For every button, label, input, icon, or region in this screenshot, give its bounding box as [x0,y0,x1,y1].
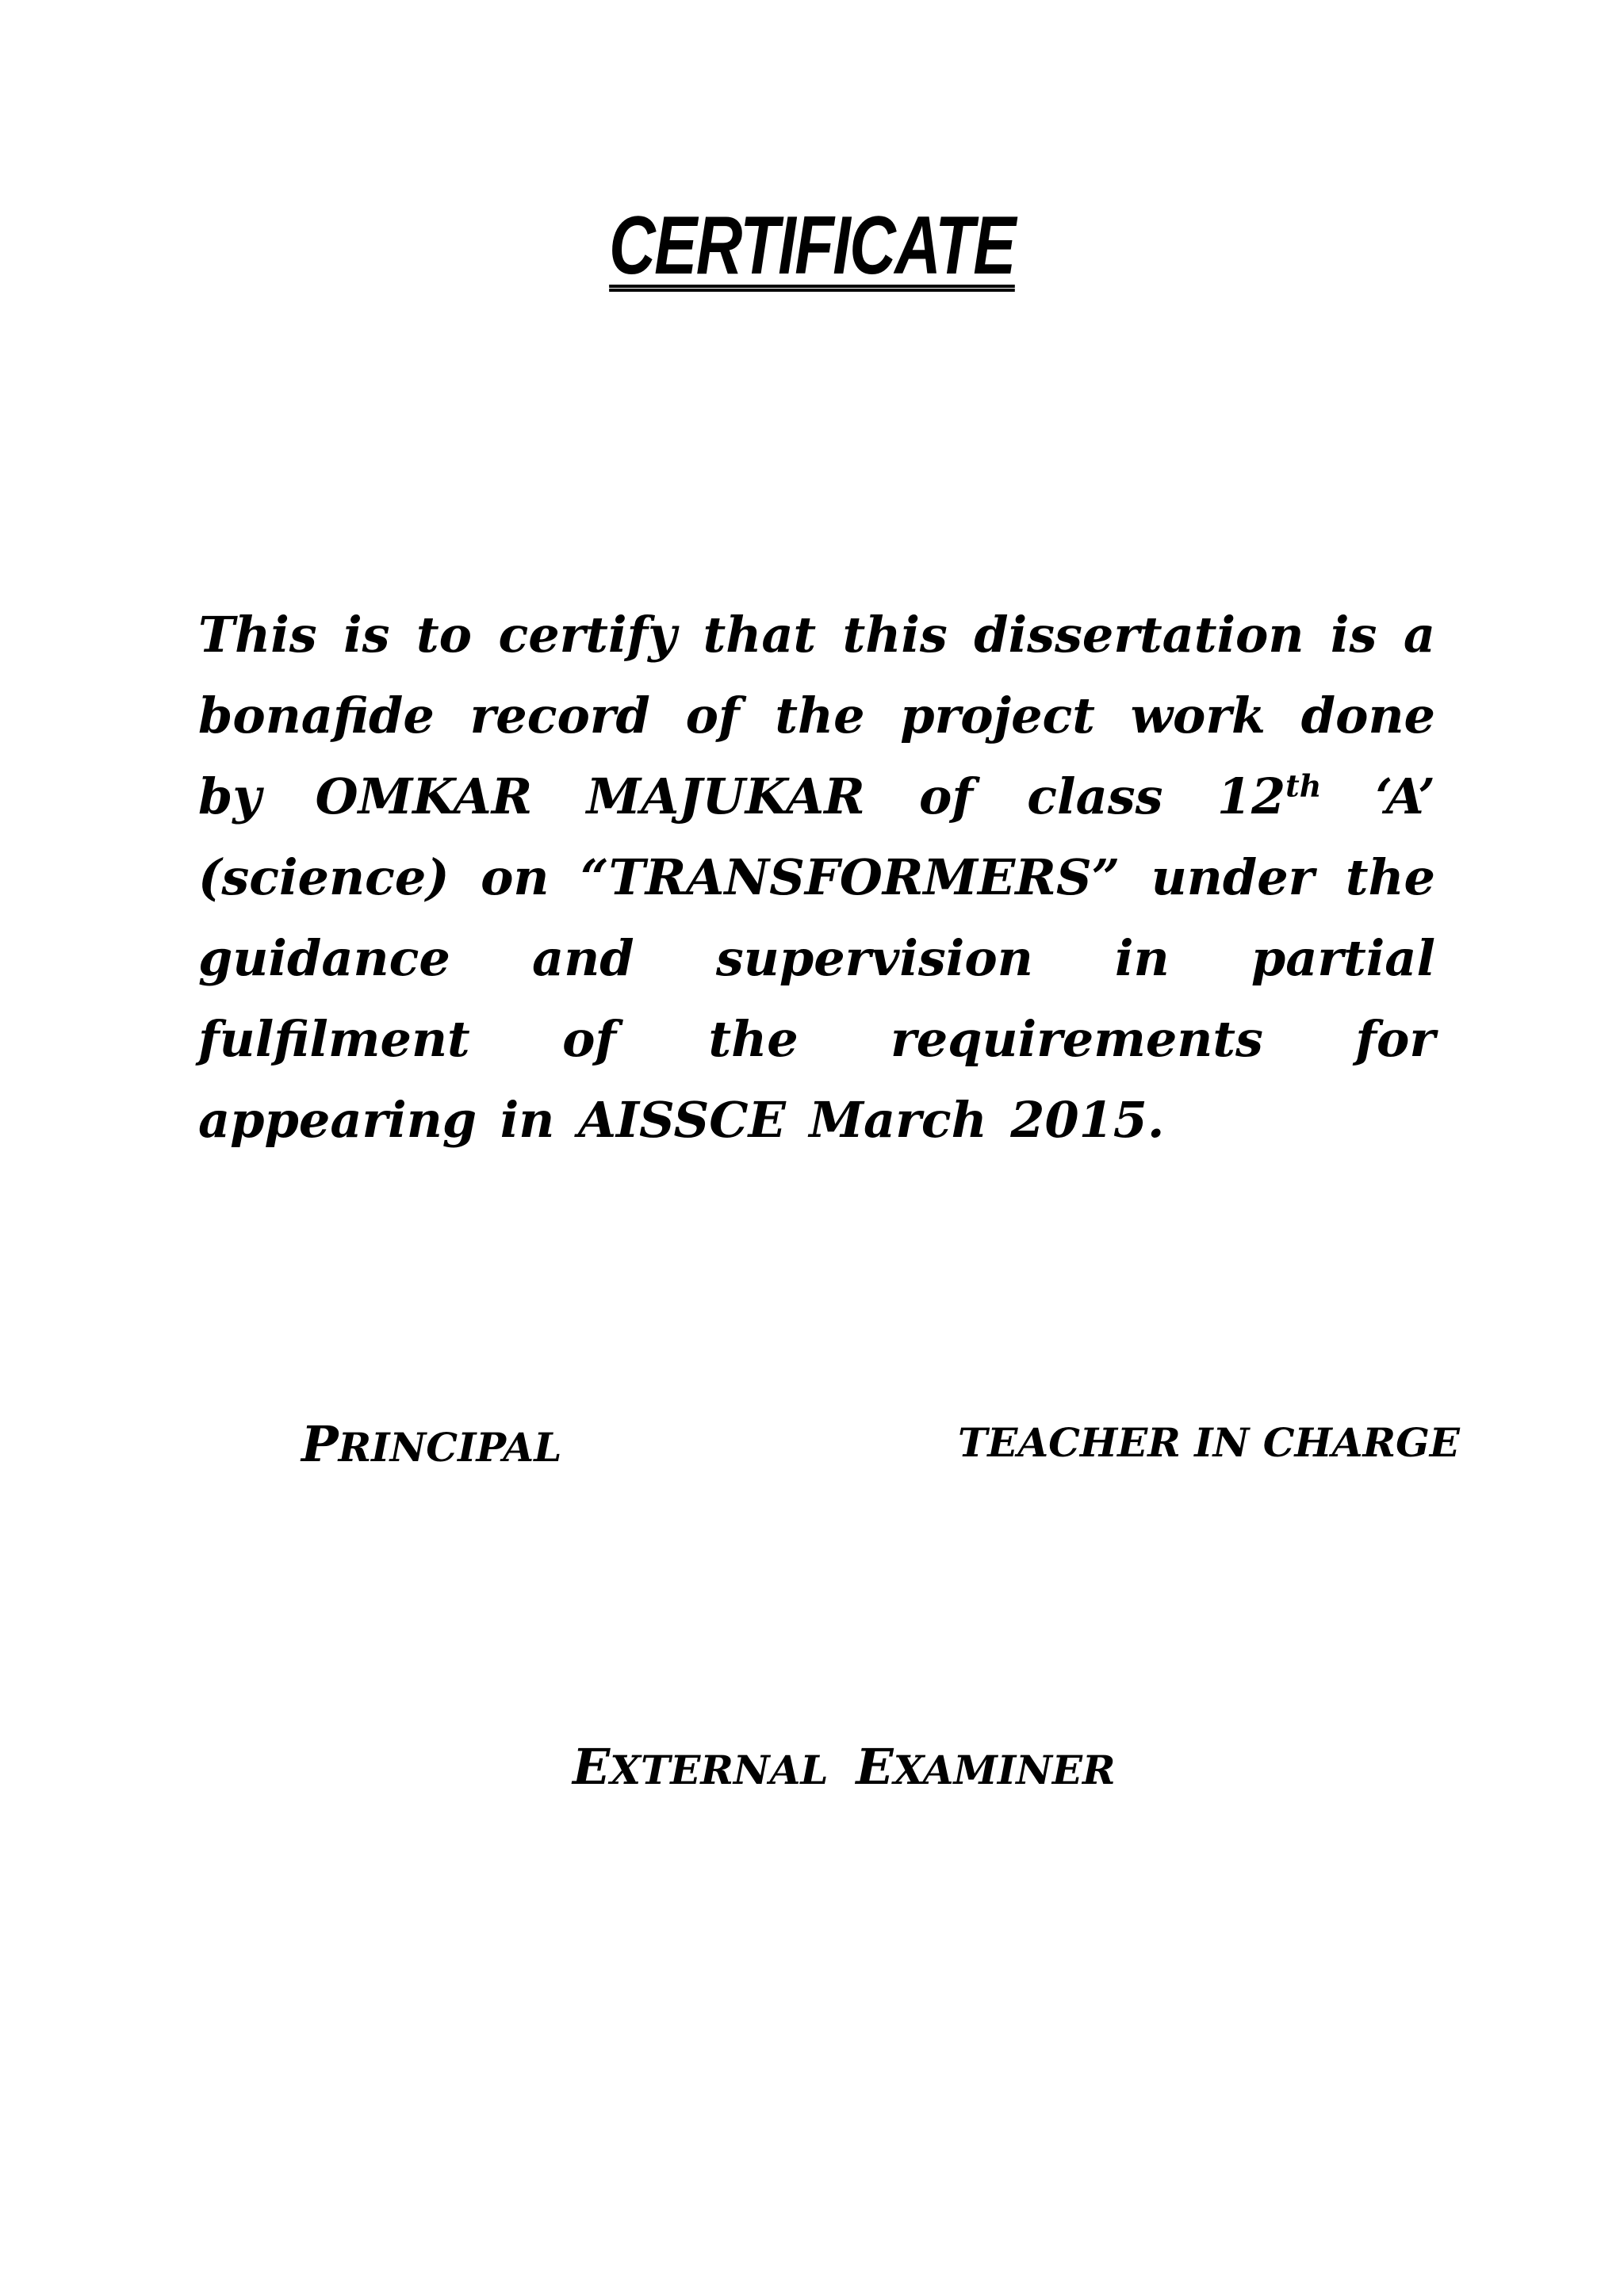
certificate-title: CERTIFICATE [609,200,1015,292]
examiner-initial: E [856,1738,894,1796]
ordinal-suffix: th [1285,767,1322,804]
title-container [0,197,1624,296]
body-text-main: This is to certify that this dissertation is a bonafide record of the project work done by OMKAR MAJUKAR of class 12 [198,606,1435,825]
external-examiner-signature-label [573,1738,1116,1797]
principal-initial: P [301,1415,339,1473]
examiner-rest: XAMINER [893,1747,1116,1793]
principal-signature-label [301,1415,561,1474]
external-rest: XTERNAL [610,1747,829,1793]
external-initial: E [573,1738,611,1796]
certificate-body [198,595,1435,1161]
body-text-rest: ‘A’ (science) on “TRANSFORMERS” under the guidance and supervision in partial fulfilment of the requirements for appearing in AISSCE March 2015. [198,767,1435,1149]
principal-rest: RINCIPAL [338,1424,562,1471]
teacher-in-charge-signature-label: TEACHER IN CHARGE [958,1419,1460,1466]
